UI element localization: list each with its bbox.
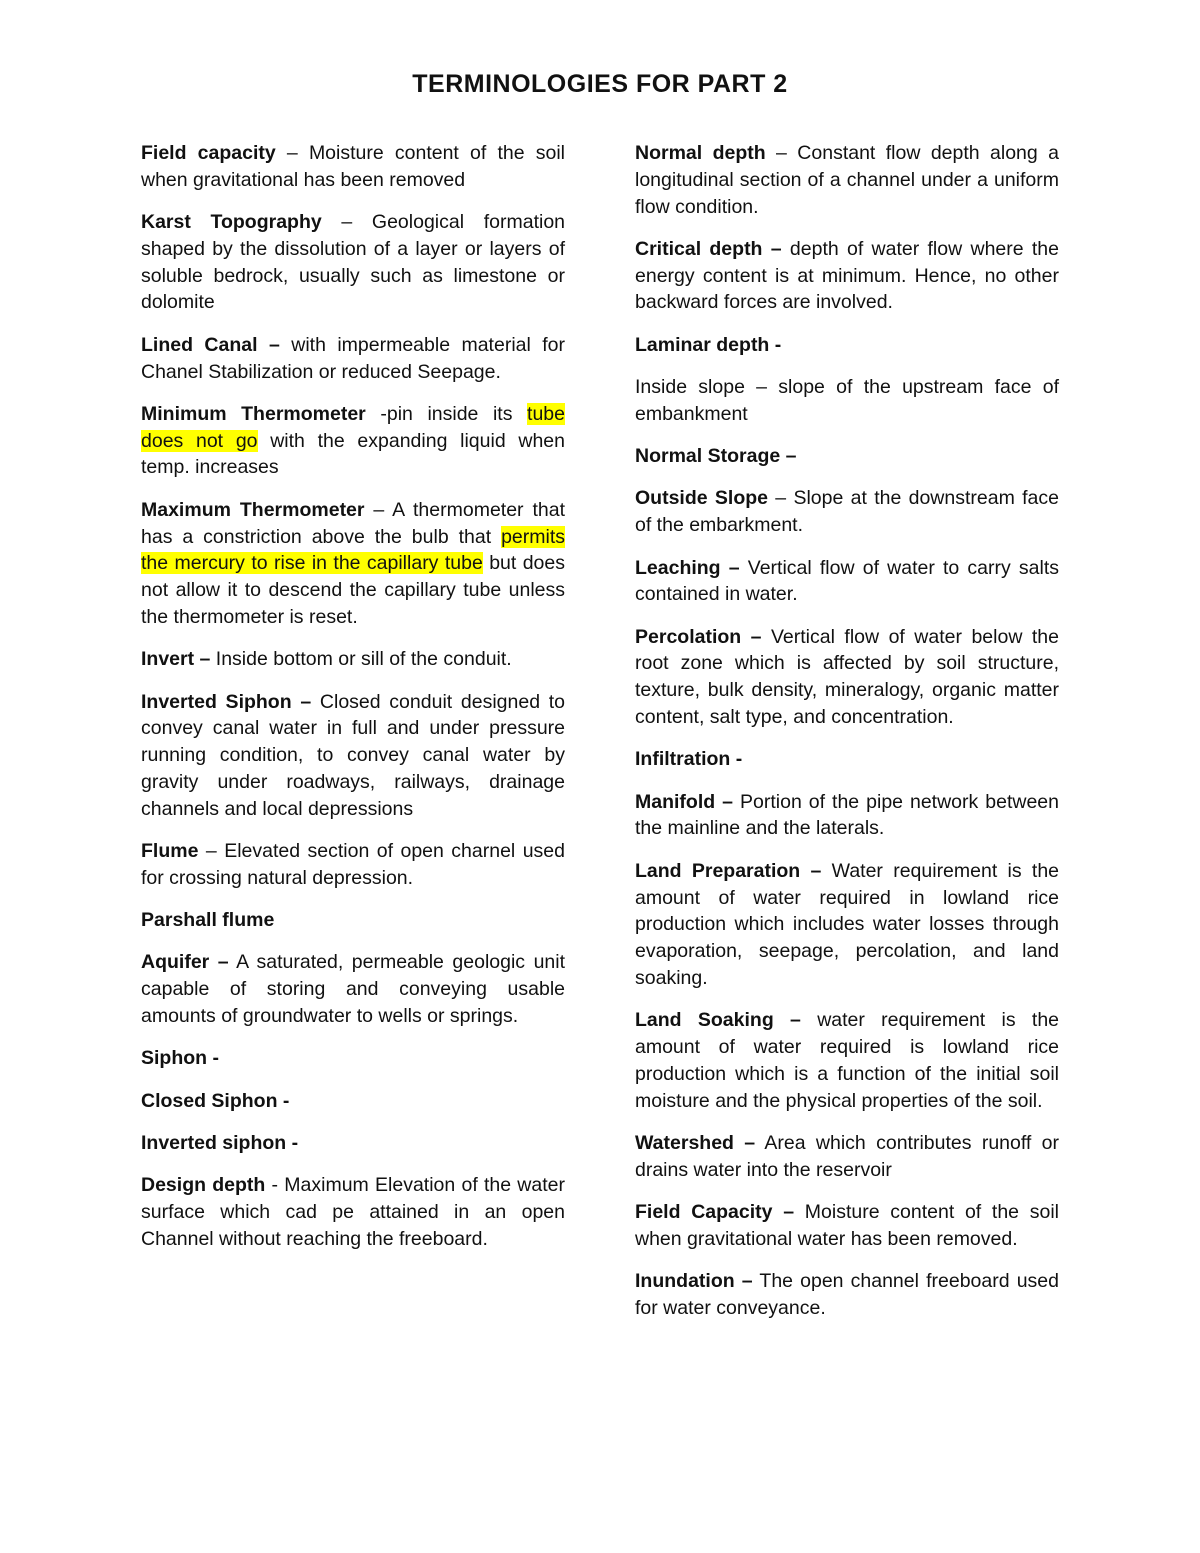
- left-column: [141, 140, 565, 1268]
- definition: Area which contributes runoff or drains water into the reservoir: [635, 1131, 1060, 1181]
- definition-entry: [635, 1199, 1059, 1253]
- definition: Moisture content of the soil when gravitational water has been removed.: [635, 1201, 1059, 1250]
- separator: –: [321, 211, 372, 234]
- definition: Vertical flow of water below the root zone which is affected by soil structure, texture, bulk density, mineralogy, organic matter content, salt type, and concentration.: [635, 625, 1059, 729]
- term: Flume: [141, 840, 199, 863]
- term: Critical depth –: [635, 237, 782, 260]
- definition: water requirement is the amount of water required is lowland rice production which is a function of the initial soil moisture and the physical properties of the soil.: [635, 1009, 1060, 1112]
- separator: [311, 691, 320, 713]
- definition: pin inside its: [386, 402, 528, 425]
- definition-entry: [141, 646, 565, 673]
- separator: –: [768, 487, 794, 510]
- term: Minimum Thermometer: [141, 402, 366, 425]
- separator: [733, 791, 740, 813]
- highlighted-text: tube does not go: [141, 402, 565, 452]
- separator: –: [198, 840, 225, 863]
- term: Inverted siphon -: [141, 1131, 299, 1154]
- definition-entry: [635, 443, 1059, 470]
- definition-entry: [141, 1130, 565, 1157]
- separator: -: [265, 1174, 285, 1197]
- definition-entry: [635, 1130, 1059, 1184]
- term: Manifold –: [635, 790, 733, 813]
- term: Karst Topography: [141, 211, 322, 234]
- definition: Slope at the downstream face of the embarkment.: [635, 487, 1059, 537]
- term: Outside Slope: [635, 487, 768, 510]
- separator: [801, 1009, 817, 1031]
- definition-entry: [141, 1172, 565, 1252]
- separator: -: [365, 402, 387, 425]
- term: Field capacity: [141, 142, 276, 164]
- definition-entry: [635, 1268, 1059, 1322]
- term: Field Capacity –: [635, 1201, 795, 1223]
- definition: but does not allow it to descend the capillary tube unless the thermometer is reset.: [141, 552, 565, 628]
- term: Laminar depth -: [635, 333, 782, 356]
- definition-entry: [635, 746, 1059, 773]
- definition-entry: [141, 1088, 565, 1115]
- definition: Closed conduit designed to convey canal water in full and under pressure running condition, to convey canal water by gravity under roadways, railways, drainage channels and local depressions: [141, 690, 566, 820]
- definition: Vertical flow of water to carry salts contained in water.: [635, 556, 1059, 606]
- separator: [762, 626, 771, 648]
- definition: Maximum Elevation of the water surface which cad pe attained in an open Channel without reaching the freeboard.: [141, 1174, 565, 1250]
- definition-entry: [635, 236, 1059, 316]
- definition-entry: [141, 209, 565, 316]
- term: Maximum Thermometer: [141, 498, 365, 521]
- definition: with impermeable material for Chanel Stabilization or reduced Seepage.: [141, 333, 566, 383]
- term: Percolation –: [635, 625, 762, 648]
- term: Closed Siphon -: [141, 1089, 290, 1112]
- separator: –: [275, 142, 309, 164]
- definition: Inside slope – slope of the upstream face of embankment: [635, 376, 1059, 425]
- separator: [794, 1201, 805, 1223]
- term: Aquifer –: [141, 951, 229, 974]
- definition: Constant flow depth along a longitudinal section of a channel under a uniform flow condition.: [635, 142, 1059, 218]
- highlighted-text: permits the mercury to rise in the capillary tube: [141, 525, 565, 575]
- term: Watershed –: [635, 1131, 756, 1154]
- term: Leaching –: [635, 556, 740, 579]
- separator: –: [765, 142, 798, 164]
- definition-entry: [635, 624, 1059, 731]
- definition-entry: [635, 555, 1059, 609]
- definition-entry: [141, 907, 565, 934]
- separator: [740, 557, 748, 579]
- definition: Portion of the pipe network between the mainline and the laterals.: [635, 790, 1059, 840]
- term: Land Soaking –: [635, 1009, 801, 1032]
- term: Land Preparation –: [635, 859, 822, 882]
- definition: Moisture content of the soil when gravitational has been removed: [141, 142, 566, 191]
- definition: with the expanding liquid when temp. increases: [141, 429, 565, 479]
- term: Inundation –: [635, 1270, 753, 1293]
- definition: Inside bottom or sill of the conduit.: [215, 648, 512, 671]
- definition-entry: [635, 332, 1059, 359]
- definition: Elevated section of open charnel used for crossing natural depression.: [141, 840, 565, 889]
- term: Invert –: [141, 648, 211, 671]
- definition: depth of water flow where the energy content is at minimum. Hence, no other backward forces are involved.: [635, 237, 1059, 314]
- definition-entry: [141, 497, 565, 631]
- definition-entry: [635, 1007, 1059, 1114]
- definition-entry: [141, 838, 565, 892]
- definition-entry: [141, 949, 565, 1029]
- definition: Geological formation shaped by the dissolution of a layer or layers of soluble bedrock, usually such as limestone or dolomite: [141, 211, 566, 314]
- definition-entry: [141, 332, 565, 386]
- term: Normal Storage –: [635, 445, 797, 468]
- separator: [280, 334, 291, 356]
- definition: Water requirement is the amount of water required in lowland rice production which includes water losses through evaporation, seepage, percolation, and land soaking.: [635, 859, 1060, 989]
- definition-entry: [141, 401, 565, 481]
- definition: A thermometer that has a constriction above the bulb that: [141, 498, 565, 548]
- definition-entry: [635, 858, 1059, 992]
- term: Infiltration -: [635, 748, 743, 771]
- definition: The open channel freeboard used for water conveyance.: [635, 1270, 1059, 1319]
- separator: [821, 860, 831, 882]
- separator: [229, 951, 236, 973]
- term: Normal depth: [635, 142, 766, 164]
- term: Lined Canal –: [141, 333, 280, 356]
- separator: [782, 238, 790, 260]
- definition-entry: [141, 1045, 565, 1072]
- term: Siphon -: [141, 1047, 219, 1070]
- definition: A saturated, permeable geologic unit capable of storing and conveying usable amounts of groundwater to wells or springs.: [141, 951, 566, 1028]
- definition-entry: [635, 140, 1059, 220]
- page-title: TERMINOLOGIES FOR PART 2: [412, 70, 788, 98]
- definition-entry: [635, 789, 1059, 843]
- definition-entry: [141, 140, 565, 194]
- right-column: [635, 140, 1059, 1337]
- term: Parshall flume: [141, 909, 275, 932]
- term: Inverted Siphon –: [141, 690, 312, 713]
- definition-entry: [635, 485, 1059, 539]
- definition-entry: [635, 374, 1059, 428]
- separator: –: [364, 498, 393, 521]
- definition-entry: [141, 689, 565, 823]
- term: Design depth: [141, 1174, 266, 1197]
